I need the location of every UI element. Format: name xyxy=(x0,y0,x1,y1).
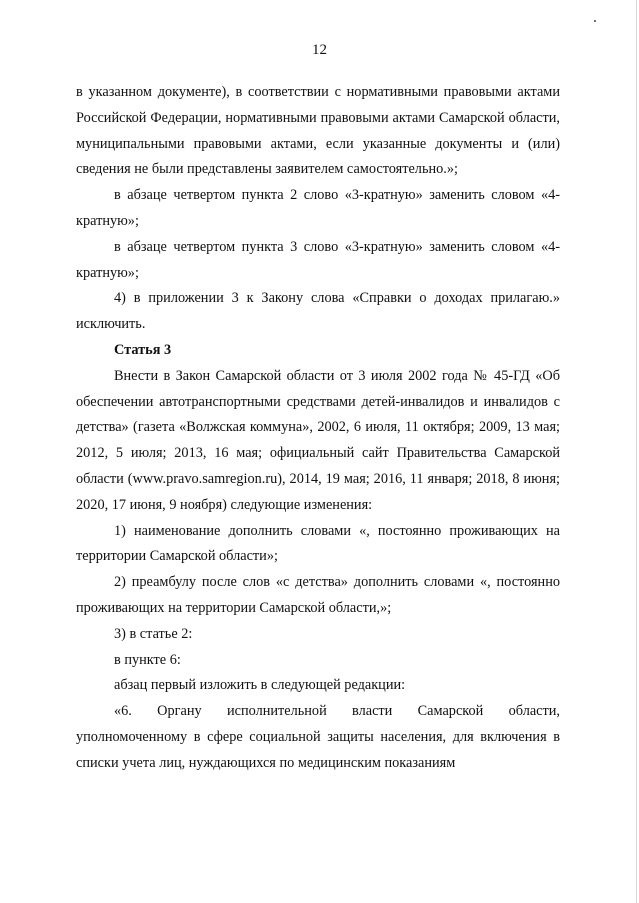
paragraph-new-text: «6. Органу исполнительной власти Самарской области, уполномоченному в сфере социальной защиты населения, для включения в списки учета лиц, нуждающихся по медицинским показаниям xyxy=(76,703,560,771)
paragraph-amendment-point-2: в абзаце четвертом пункта 2 слово «3-кратную» заменить словом «4-кратную»; xyxy=(76,187,560,229)
paragraph-item-3: 3) в статье 2: xyxy=(114,625,193,642)
paragraph-continuation: в указанном документе), в соответствии с нормативными правовыми актами Российской Федерации, нормативными правовыми актами Самарской области, муниципальными правовыми актами, если указанные документы и (или) сведения не были представлены заявителем самостоятельно.»; xyxy=(76,84,560,178)
document-body xyxy=(76,80,560,777)
paragraph-appendix-3: 4) в приложении 3 к Закону слова «Справки о доходах прилагаю.» исключить. xyxy=(76,290,560,333)
page-number: 12 xyxy=(312,42,327,58)
paragraph-point-6: в пункте 6: xyxy=(114,651,181,668)
paragraph-amendment-point-3: в абзаце четвертом пункта 3 слово «3-кратную» заменить словом «4-кратную»; xyxy=(76,238,560,281)
paragraph-article-intro: Внести в Закон Самарской области от 3 июля 2002 года № 45-ГД «Об обеспечении автотранспортными средствами детей-инвалидов и инвалидов с детства» (газета «Волжская коммуна», 2002, 6 июля, 11 октября; 2009, 13 мая; 2012, 5 июля; 2013, 16 мая; официальный сайт Правительства Самарской области (www.pravo.samregion.ru), 2014, 19 мая; 2016, 11 января; 2018, 8 июня; 2020, 17 июня, 9 ноября) следующие изменения: xyxy=(76,367,560,513)
article-heading: Статья 3 xyxy=(114,341,172,358)
scan-artifact-dot xyxy=(594,20,596,22)
paragraph-item-1: 1) наименование дополнить словами «, постоянно проживающих на территории Самарской области»; xyxy=(76,522,560,565)
paragraph-first-abzac: абзац первый изложить в следующей редакции: xyxy=(114,677,406,694)
scan-edge-line xyxy=(636,0,637,903)
paragraph-item-2: 2) преамбулу после слов «с детства» дополнить словами «, постоянно проживающих на территории Самарской области,»; xyxy=(76,574,560,616)
